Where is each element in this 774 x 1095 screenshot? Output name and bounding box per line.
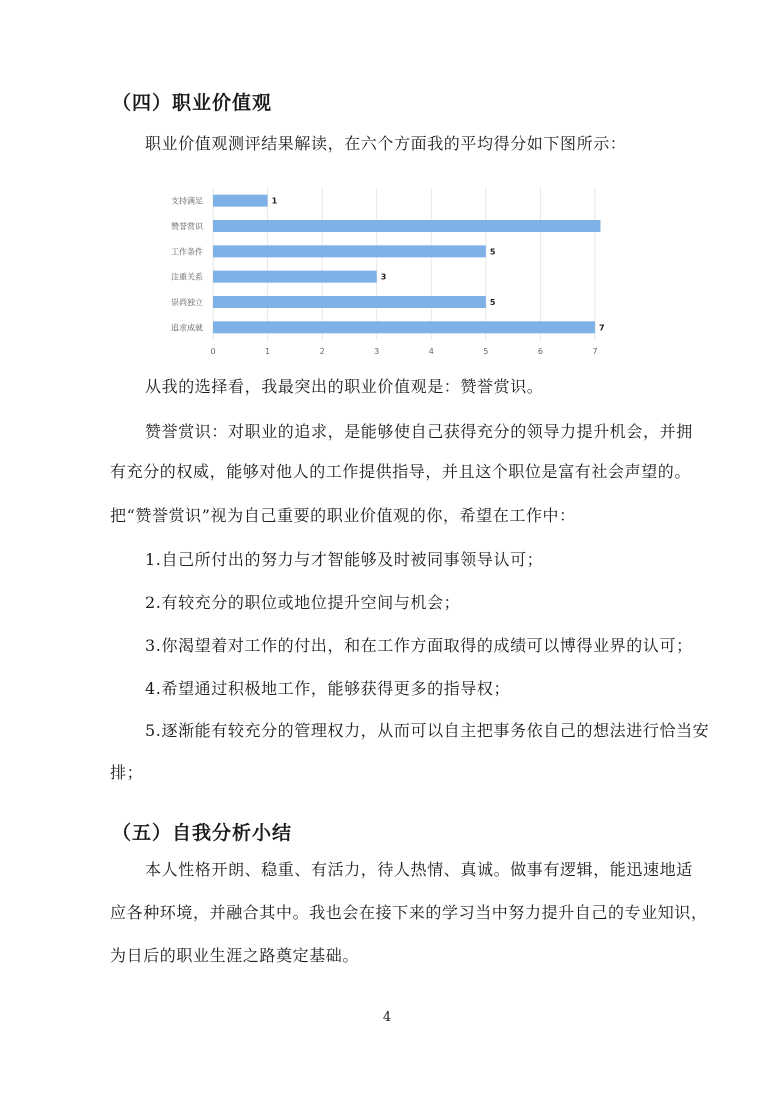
category-label: 崇尚独立 [171, 298, 203, 307]
expectation-item-2: 2.有较充分的职位或地位提升空间与机会； [145, 593, 461, 612]
data-label: 5 [489, 247, 496, 257]
bar [213, 195, 268, 207]
value-description-line-3: 把“赞誉赏识”视为自己重要的职业价值观的你，希望在工作中： [110, 506, 576, 525]
x-tick-label: 5 [483, 347, 489, 356]
expectation-item-5-line-1: 5.逐渐能有较充分的管理权力，从而可以自主把事务依自己的想法进行恰当安 [145, 721, 710, 740]
summary-line-2: 应各种环境，并融合其中。我也会在接下来的学习当中努力提升自己的专业知识， [110, 903, 708, 922]
x-tick-label: 3 [374, 347, 380, 356]
bar [213, 296, 486, 308]
bar [213, 245, 486, 257]
data-label: 1 [271, 196, 278, 206]
data-label: 7 [599, 323, 605, 333]
summary-line-1: 本人性格开朗、稳重、有活力，待人热情、真诚。做事有逻辑，能迅速地适 [145, 860, 693, 879]
category-label: 赞誉赏识 [171, 222, 203, 231]
expectation-item-5-line-2: 排； [110, 763, 144, 782]
top-value-conclusion: 从我的选择看，我最突出的职业价值观是：赞誉赏识。 [145, 377, 544, 396]
section-heading-summary: （五）自我分析小结 [112, 822, 293, 844]
category-label: 注重关系 [171, 272, 203, 282]
x-tick-label: 1 [265, 347, 271, 356]
data-label: 3 [380, 272, 387, 282]
data-label: 5 [489, 298, 496, 307]
x-tick-label: 7 [592, 347, 598, 356]
x-tick-label: 0 [210, 347, 216, 356]
x-tick-label: 6 [537, 347, 543, 356]
x-tick-label: 4 [428, 347, 434, 356]
expectation-item-1: 1.自己所付出的努力与才智能够及时被同事领导认可； [145, 550, 544, 569]
value-score-bar-chart [165, 182, 615, 362]
chart-intro: 职业价值观测评结果解读，在六个方面我的平均得分如下图所示： [145, 134, 627, 153]
page-number: 4 [382, 1010, 392, 1025]
expectation-item-4: 4.希望通过积极地工作，能够获得更多的指导权； [145, 679, 511, 698]
summary-line-3: 为日后的职业生涯之路奠定基础。 [110, 946, 360, 965]
section-heading-values: （四）职业价值观 [112, 92, 273, 114]
x-tick-label: 2 [319, 347, 325, 356]
category-label: 支持满足 [171, 196, 203, 206]
expectation-item-3: 3.你渴望着对工作的付出，和在工作方面取得的成绩可以博得业界的认可； [145, 636, 693, 655]
bar [213, 220, 600, 232]
category-label: 工作条件 [171, 247, 203, 257]
category-label: 追求成就 [171, 323, 203, 333]
bar [213, 321, 595, 333]
value-description-line-1: 赞誉赏识：对职业的追求，是能够使自己获得充分的领导力提升机会，并拥 [145, 422, 693, 441]
value-description-line-2: 有充分的权威，能够对他人的工作提供指导，并且这个职位是富有社会声望的。 [110, 462, 692, 481]
bar [213, 271, 377, 283]
